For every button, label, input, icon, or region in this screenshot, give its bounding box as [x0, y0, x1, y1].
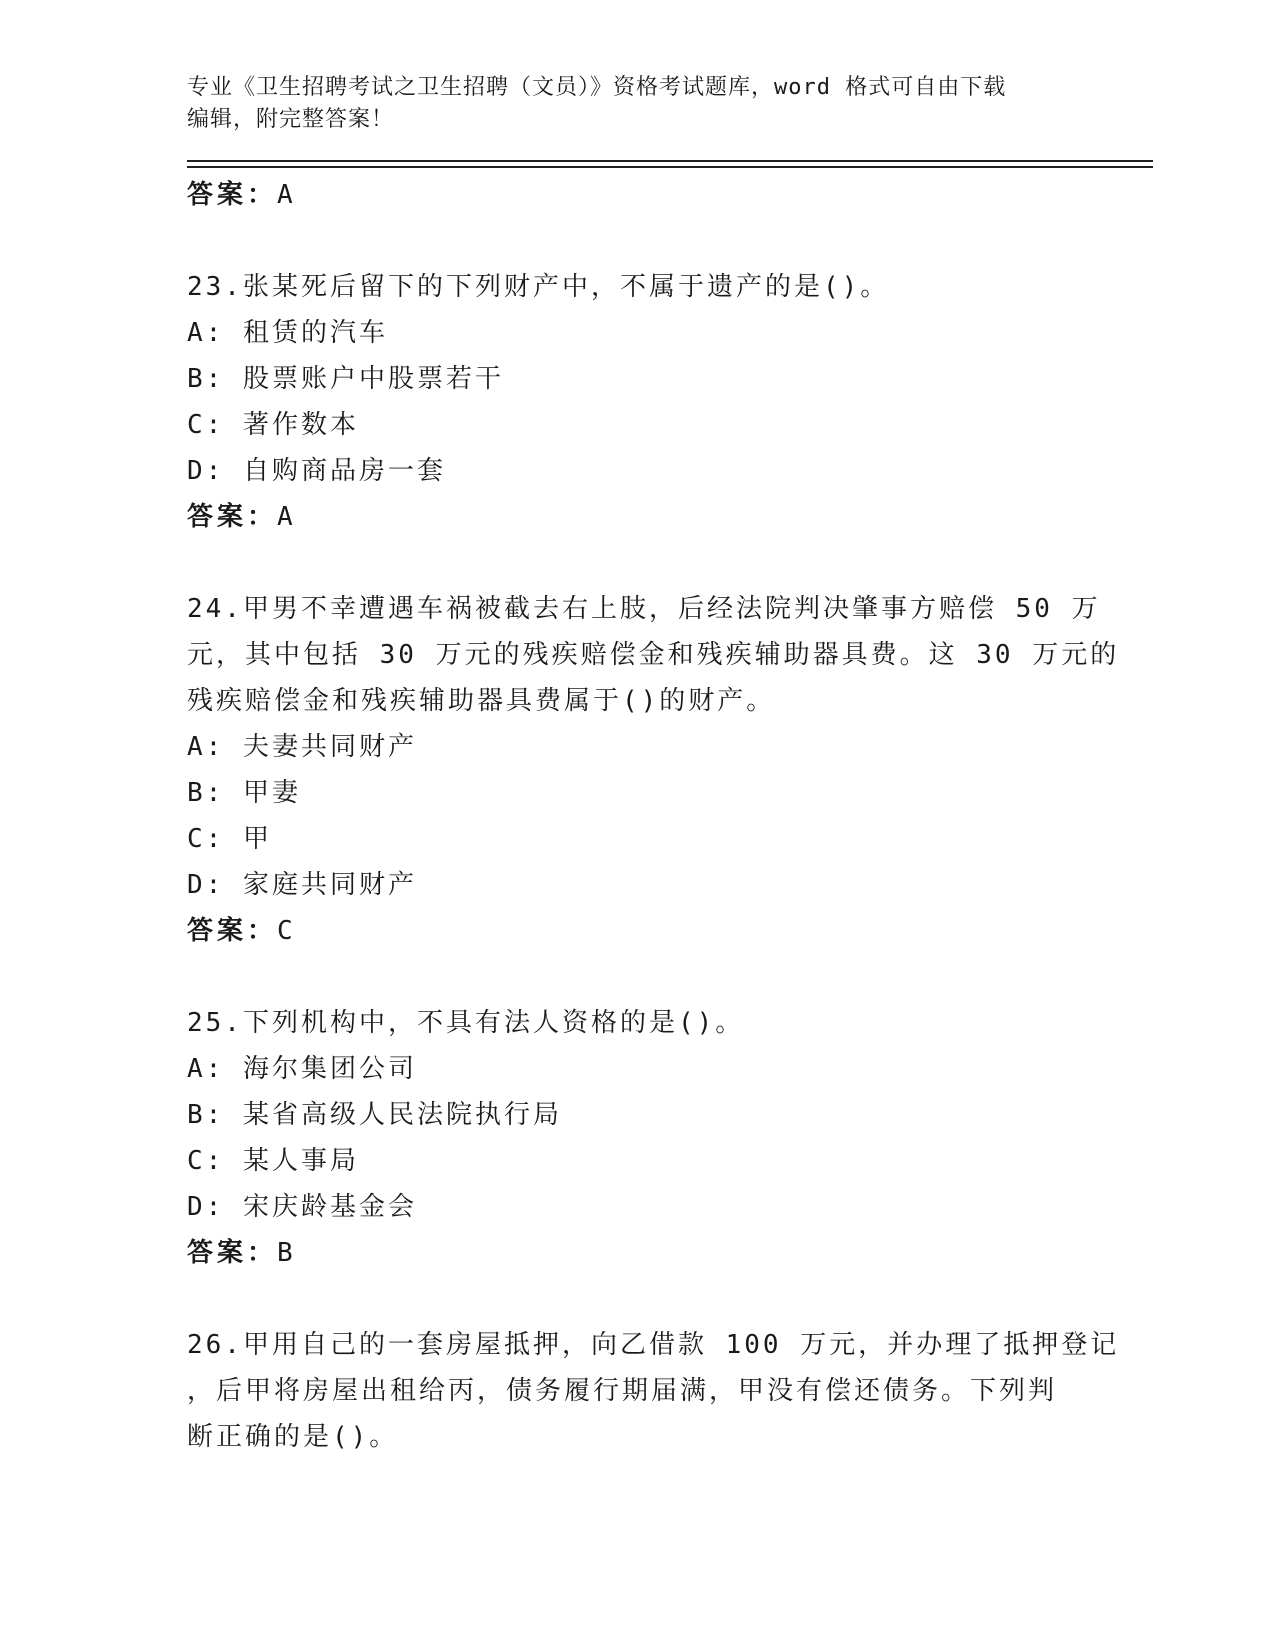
document-page [187, 72, 1147, 1460]
document-header [187, 72, 1147, 136]
answer-label: 答案： [187, 502, 278, 532]
option-b: B: 股票账户中股票若干 [187, 364, 504, 394]
option-b: B: 某省高级人民法院执行局 [187, 1100, 562, 1130]
option-c: C: 某人事局 [187, 1146, 359, 1176]
option-c: C: 著作数本 [187, 410, 359, 440]
answer-value: B [277, 1238, 295, 1268]
question-text-line-2: ，后甲将房屋出租给丙，债务履行期届满，甲没有偿还债务。下列判 [187, 1376, 1058, 1406]
question-text-line-3: 断正确的是()。 [187, 1422, 399, 1452]
question-text: 25.下列机构中，不具有法人资格的是()。 [187, 1008, 745, 1038]
answer-line [187, 494, 1147, 540]
option-d: D: 家庭共同财产 [187, 870, 417, 900]
answer-line [187, 908, 1147, 954]
answer-label: 答案： [187, 1238, 278, 1268]
answer-line [187, 1230, 1147, 1276]
answer-value: A [277, 502, 295, 532]
option-a: A: 海尔集团公司 [187, 1054, 417, 1084]
header-line-2: 编辑，附完整答案！ [187, 107, 395, 132]
previous-answer [187, 172, 1147, 218]
answer-value: C [277, 916, 295, 946]
question-26 [187, 1322, 1147, 1460]
option-a: A: 租赁的汽车 [187, 318, 388, 348]
question-text-line-1: 26.甲用自己的一套房屋抵押，向乙借款 100 万元，并办理了抵押登记 [187, 1330, 1120, 1360]
question-23 [187, 264, 1147, 540]
option-d: D: 宋庆龄基金会 [187, 1192, 417, 1222]
question-text-line-3: 残疾赔偿金和残疾辅助器具费属于()的财产。 [187, 686, 776, 716]
answer-label: 答案： [187, 916, 278, 946]
option-d: D: 自购商品房一套 [187, 456, 446, 486]
question-text: 23.张某死后留下的下列财产中，不属于遗产的是()。 [187, 272, 890, 302]
question-text-line-1: 24.甲男不幸遭遇车祸被截去右上肢，后经法院判决肇事方赔偿 50 万 [187, 594, 1101, 624]
option-b: B: 甲妻 [187, 778, 301, 808]
question-25 [187, 1000, 1147, 1276]
question-24 [187, 586, 1147, 954]
answer-label: 答案： [187, 180, 278, 210]
question-text-line-2: 元，其中包括 30 万元的残疾赔偿金和残疾辅助器具费。这 30 万元的 [187, 640, 1120, 670]
answer-value: A [277, 180, 295, 210]
option-c: C: 甲 [187, 824, 272, 854]
header-line-1: 专业《卫生招聘考试之卫生招聘（文员）》资格考试题库，word 格式可自由下载 [187, 75, 1007, 100]
option-a: A: 夫妻共同财产 [187, 732, 417, 762]
header-divider [187, 160, 1153, 168]
